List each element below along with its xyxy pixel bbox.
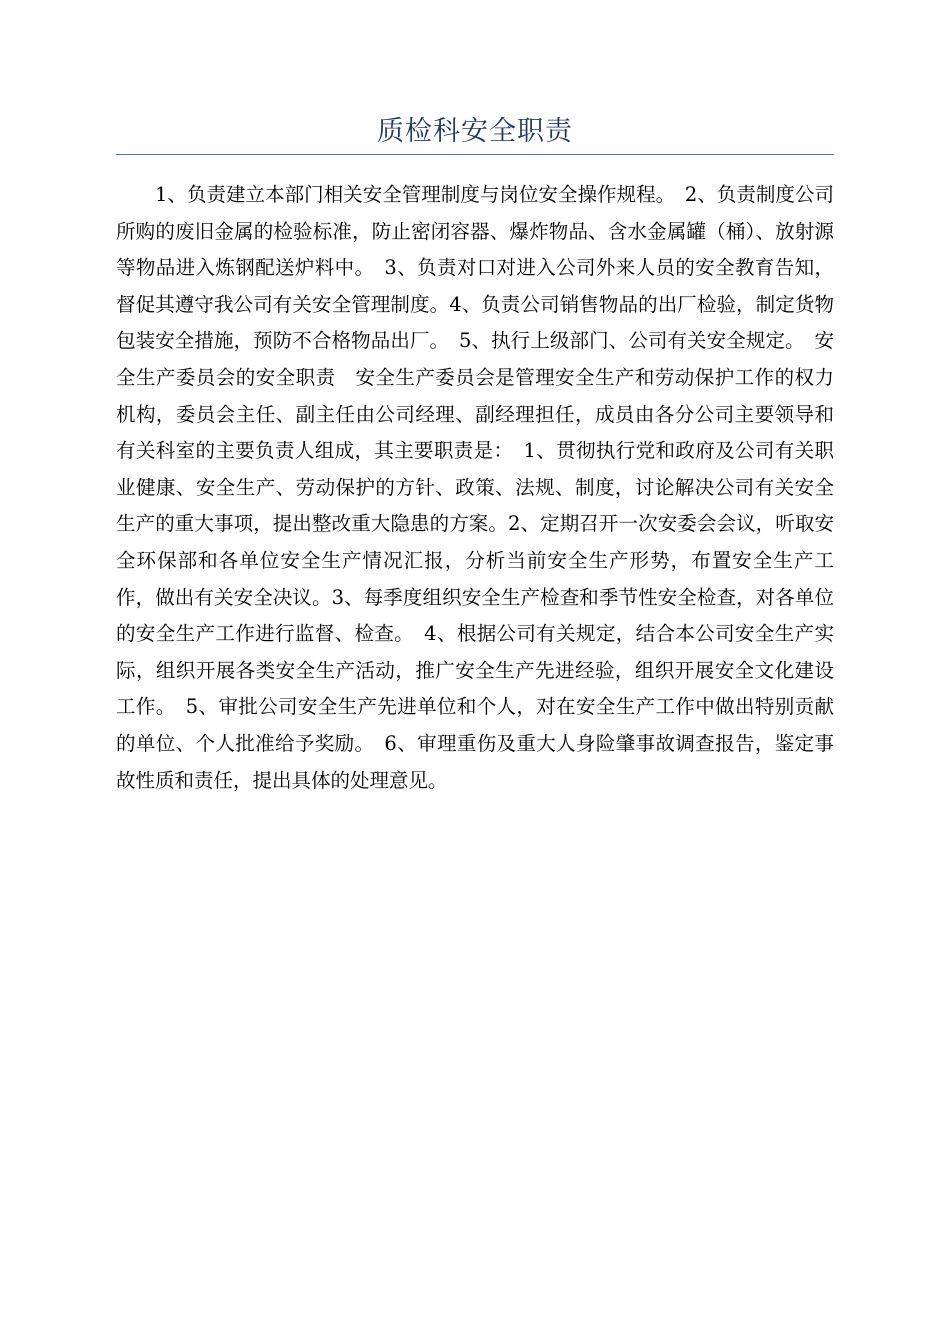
body-paragraph: 1、负责建立本部门相关安全管理制度与岗位安全操作规程。 2、负责制度公司所购的废旧金属的检验标准，防止密闭容器、爆炸物品、含水金属罐（桶）、放射源等物品进入炼钢配送炉料中。 3、负责对口对进入公司外来人员的安全教育告知，督促其遵守我公司有关安全管理制度。4、负责公司销售物品的出厂检验，制定货物包装安全措施，预防不合格物品出厂。 5、执行上级部门、公司有关安全规定。 安全生产委员会的安全职责 安全生产委员会是管理安全生产和劳动保护工作的权力机构，委员会主任、副主任由公司经理、副经理担任，成员由各分公司主要领导和有关科室的主要负责人组成，其主要职责是： 1、贯彻执行党和政府及公司有关职业健康、安全生产、劳动保护的方针、政策、法规、制度，讨论解决公司有关安全生产的重大事项，提出整改重大隐患的方案。2、定期召开一次安委会会议，听取安全环保部和各单位安全生产情况汇报，分析当前安全生产形势，布置安全生产工作，做出有关安全决议。3、每季度组织安全生产检查和季节性安全检查，对各单位的安全生产工作进行监督、检查。 4、根据公司有关规定，结合本公司安全生产实际，组织开展各类安全生产活动，推广安全生产先进经验，组织开展安全文化建设工作。 5、审批公司安全生产先进单位和个人，对在安全生产工作中做出特别贡献的单位、个人批准给予奖励。 6、审理重伤及重大人身险肇事故调查报告，鉴定事故性质和责任，提出具体的处理意见。 (116, 183, 834, 792)
page-title: 质检科安全职责 (377, 116, 573, 147)
title-underline (116, 154, 834, 155)
